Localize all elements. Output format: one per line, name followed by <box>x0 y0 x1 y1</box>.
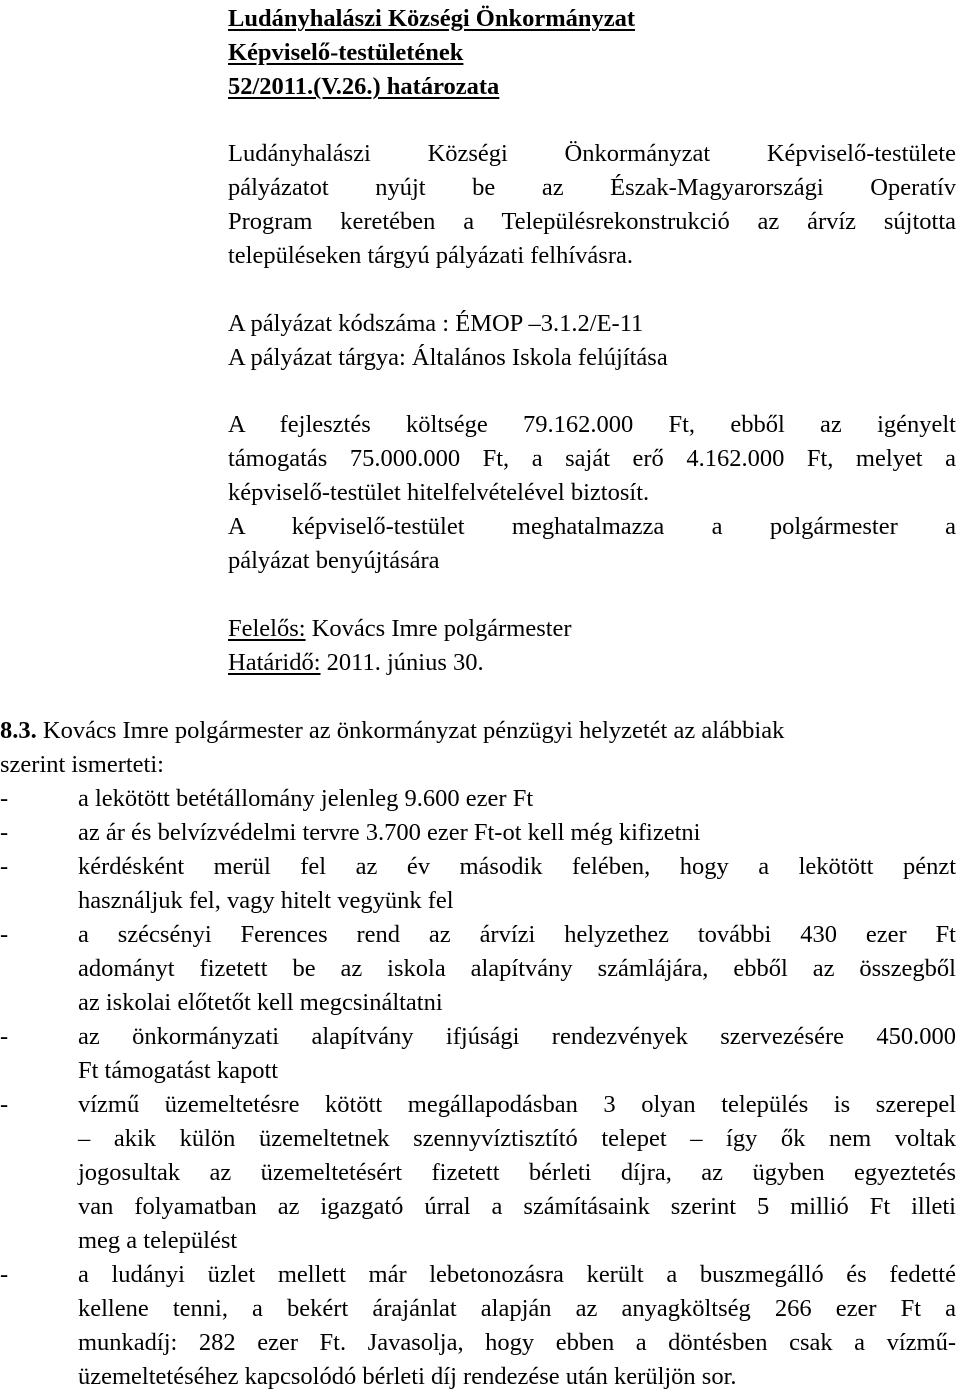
bullet-item-line: a ludányi üzlet mellett már lebetonozásra került a buszmegálló és fedetté <box>78 1261 956 1288</box>
deadline-row <box>228 646 484 680</box>
responsible-label: Felelős: <box>228 615 306 642</box>
bullet-dash: - <box>0 1091 9 1118</box>
authorize-line-1: A képviselő-testület meghatalmazza a polgármester a <box>228 513 956 540</box>
bullet-item-line: üzemeltetéséhez kapcsolódó bérleti díj rendezése után kerüljön sor. <box>78 1363 737 1390</box>
intro-line-3: Program keretében a Településrekonstrukció az árvíz sújtotta <box>228 208 956 235</box>
heading-line-3: 52/2011.(V.26.) határozata <box>228 73 500 100</box>
bullet-item-line: – akik külön üzemeltetnek szennyvíztisztító telepet – így ők nem voltak <box>78 1125 956 1152</box>
intro-line-2: pályázatot nyújt be az Észak-Magyarországi Operatív <box>228 174 956 201</box>
tender-subject: A pályázat tárgya: Általános Iskola felújítása <box>228 344 668 371</box>
bullet-item-line: adományt fizetett be az iskola alapítvány számlájára, ebből az összegből <box>78 955 956 982</box>
heading-line-2: Képviselő-testületének <box>228 39 464 66</box>
section-text: Kovács Imre polgármester az önkormányzat pénzügyi helyzetét az alábbiak <box>36 717 785 744</box>
section-number: 8.3. <box>0 717 37 744</box>
heading-line-1: Ludányhalászi Községi Önkormányzat <box>228 5 636 32</box>
bullet-dash: - <box>0 1261 9 1288</box>
intro-line-4: településeken tárgyú pályázati felhívásra. <box>228 242 633 269</box>
bullet-dash: - <box>0 1023 9 1050</box>
authorize-line-2: pályázat benyújtására <box>228 547 440 574</box>
section-heading <box>0 714 784 748</box>
bullet-item-line: jogosultak az üzemeltetésért fizetett bérleti díjra, az ügyben egyeztetés <box>78 1159 956 1186</box>
bullet-dash: - <box>0 853 9 880</box>
bullet-item-line: van folyamatban az igazgató úrral a számításaink szerint 5 millió Ft illeti <box>78 1193 956 1220</box>
cost-line-3: képviselő-testület hitelfelvételével biztosít. <box>228 479 650 506</box>
deadline-label: Határidő: <box>228 649 321 676</box>
responsible-value: Kovács Imre polgármester <box>305 615 572 642</box>
bullet-item-line: használjuk fel, vagy hitelt vegyünk fel <box>78 887 454 914</box>
bullet-item-line: Ft támogatást kapott <box>78 1057 279 1084</box>
bullet-item-line: meg a települést <box>78 1227 238 1254</box>
cost-line-1: A fejlesztés költsége 79.162.000 Ft, ebből az igényelt <box>228 411 956 438</box>
bullet-item-line: a szécsényi Ferences rend az árvízi helyzethez további 430 ezer Ft <box>78 921 956 948</box>
bullet-item-line: munkadíj: 282 ezer Ft. Javasolja, hogy ebben a döntésben csak a vízmű- <box>78 1329 956 1356</box>
bullet-item-line: az iskolai előtetőt kell megcsináltatni <box>78 989 443 1016</box>
intro-line-1: Ludányhalászi Községi Önkormányzat Képviselő-testülete <box>228 140 956 167</box>
deadline-value: 2011. június 30. <box>320 649 484 676</box>
tender-code: A pályázat kódszáma : ÉMOP –3.1.2/E-11 <box>228 310 644 337</box>
bullet-dash: - <box>0 921 9 948</box>
bullet-item-line: vízmű üzemeltetésre kötött megállapodásban 3 olyan település is szerepel <box>78 1091 956 1118</box>
bullet-item-line: az ár és belvízvédelmi tervre 3.700 ezer Ft-ot kell még kifizetni <box>78 819 701 846</box>
bullet-item-line: a lekötött betétállomány jelenleg 9.600 ezer Ft <box>78 785 534 812</box>
bullet-dash: - <box>0 785 9 812</box>
cost-line-2: támogatás 75.000.000 Ft, a saját erő 4.162.000 Ft, melyet a <box>228 445 956 472</box>
responsible-row <box>228 612 572 646</box>
bullet-item-line: kellene tenni, a bekért árajánlat alapján az anyagköltség 266 ezer Ft a <box>78 1295 956 1322</box>
bullet-dash: - <box>0 819 9 846</box>
section-text-2: szerint ismerteti: <box>0 751 164 778</box>
bullet-item-line: az önkormányzati alapítvány ifjúsági rendezvények szervezésére 450.000 <box>78 1023 956 1050</box>
bullet-item-line: kérdésként merül fel az év második felében, hogy a lekötött pénzt <box>78 853 956 880</box>
